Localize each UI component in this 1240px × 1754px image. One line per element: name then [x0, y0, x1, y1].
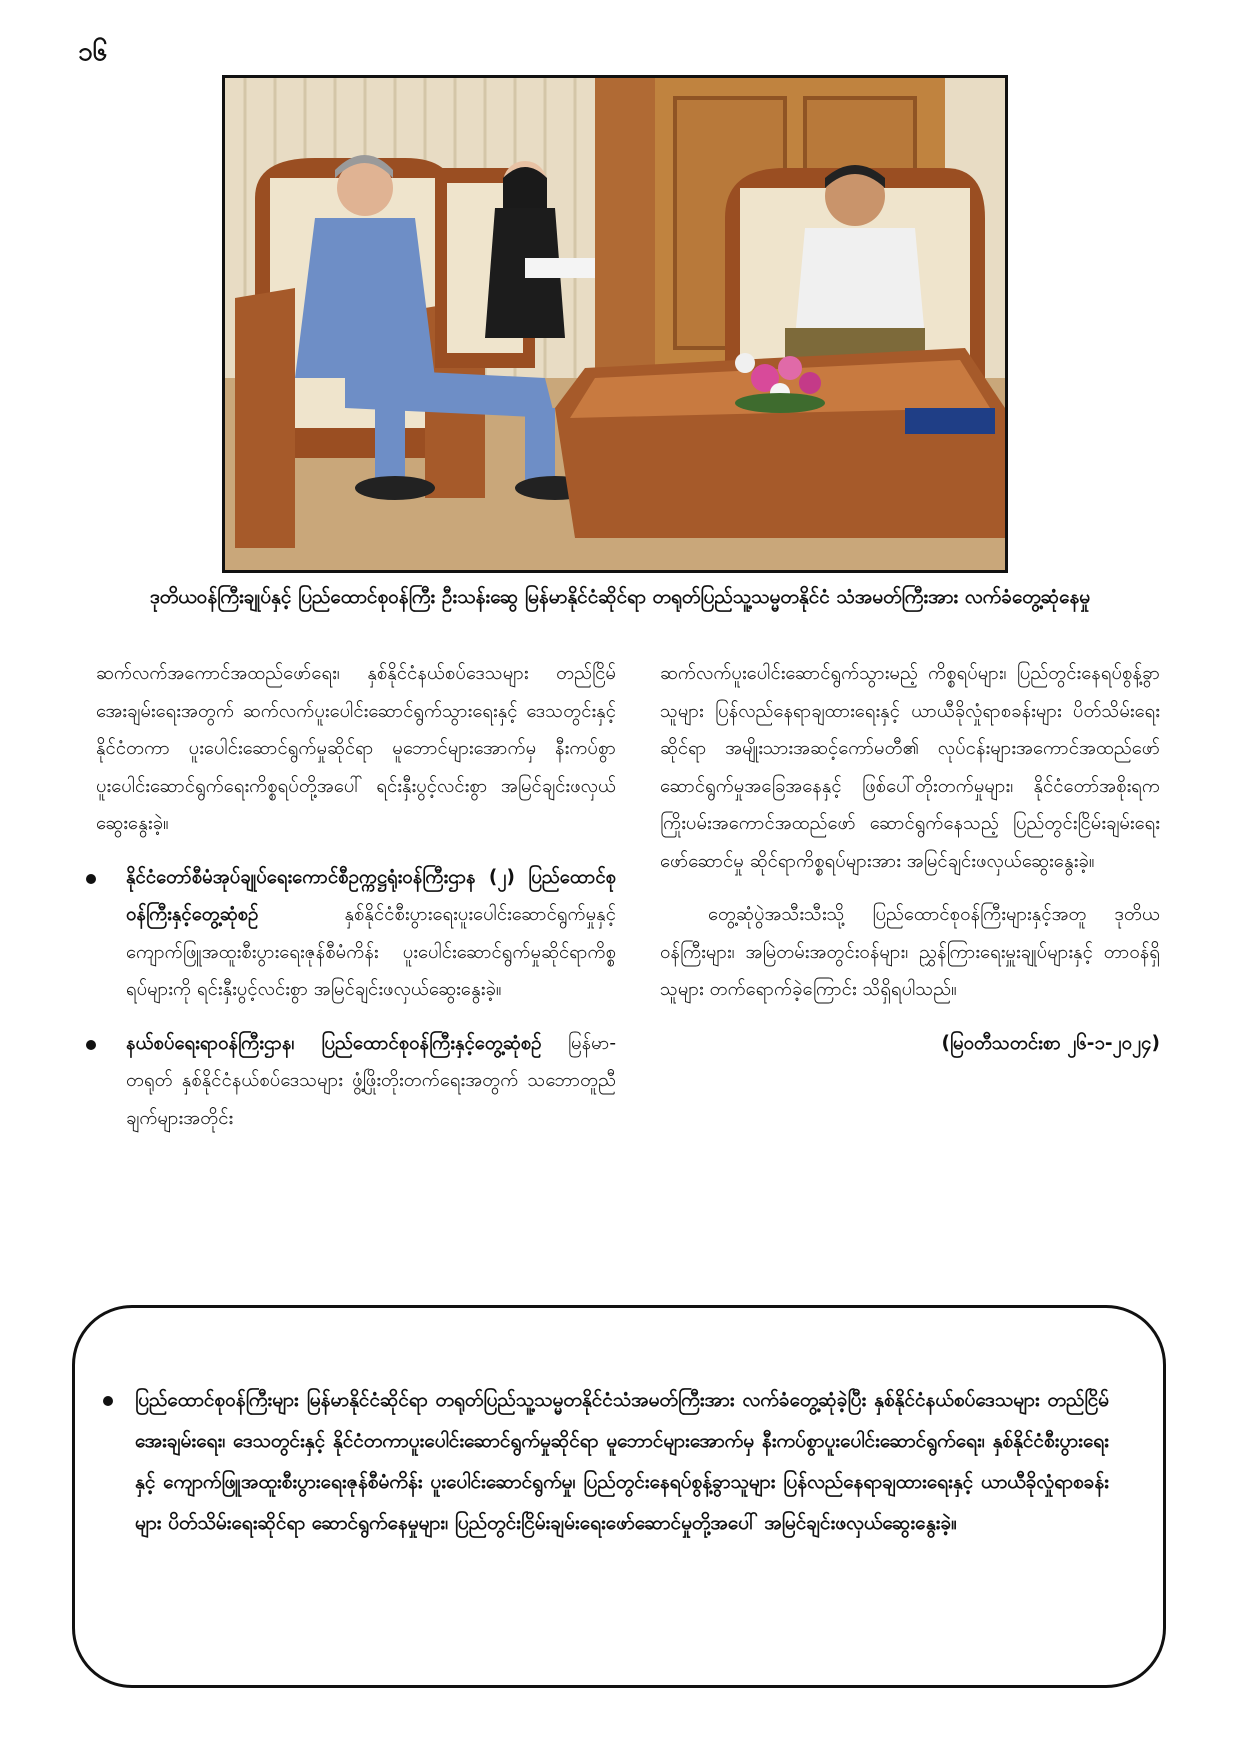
bullet-icon	[86, 1040, 96, 1050]
left-column	[96, 655, 616, 1153]
right-column	[660, 655, 1160, 1062]
bullet-body: နှစ်နိုင်ငံစီးပွားရေးပူးပေါင်းဆောင်ရွက်မှုနှင့် ကျောက်ဖြူအထူးစီးပွားရေးဇုန်စီမံကိန်း ပူးပေါင်းဆောင်ရွက်မှုဆိုင်ရာကိစ္စရပ်များကို ရင်းနှီးပွင့်လင်းစွာ အမြင်ချင်းဖလှယ်ဆွေးနွေးခဲ့။	[126, 904, 616, 1000]
news-source: (မြဝတီသတင်းစာ ၂၆-၁-၂၀၂၄)	[941, 1032, 1160, 1054]
left-paragraph: ဆက်လက်အကောင်အထည်ဖော်ရေး၊ နှစ်နိုင်ငံနယ်စပ်ဒေသများ တည်ငြိမ်အေးချမ်းရေးအတွက် ဆက်လက်ပူးပေါင်းဆောင်ရွက်သွားရေးနှင့် ဒေသတွင်းနှင့် နိုင်ငံတကာ ပူးပေါင်းဆောင်ရွက်မှုဆိုင်ရာ မူဘောင်များအောက်မှ နီးကပ်စွာ ပူးပေါင်းဆောင်ရွက်ရေးကိစ္စရပ်တို့အပေါ် ရင်းနှီးပွင့်လင်းစွာ အမြင်ချင်းဖလှယ်ဆွေးနွေးခဲ့။	[96, 663, 616, 834]
bullet-heading: နယ်စပ်ရေးရာဝန်ကြီးဌာန၊ ပြည်ထောင်စုဝန်ကြီးနှင့်တွေ့ဆုံစဉ်	[126, 1032, 542, 1054]
photo-caption: ဒုတိယဝန်ကြီးချုပ်နှင့် ပြည်ထောင်စုဝန်ကြီး ဦးသန်းဆွေ မြန်မာနိုင်ငံဆိုင်ရာ တရုတ်ပြည်သူ့သမ္မတနိုင်ငံ သံအမတ်ကြီးအား လက်ခံတွေ့ဆုံနေမှု	[149, 586, 1091, 608]
attendees-paragraph: တွေ့ဆုံပွဲအသီးသီးသို့ ပြည်ထောင်စုဝန်ကြီးများနှင့်အတူ ဒုတိယဝန်ကြီးများ၊ အမြဲတမ်းအတွင်းဝန်များ၊ ညွှန်ကြားရေးမှူးချုပ်များနှင့် တာဝန်ရှိသူများ တက်ရောက်ခဲ့ကြောင်း သိရှိရပါသည်။	[660, 904, 1160, 1000]
summary-item	[135, 1380, 1109, 1544]
summary-text: ပြည်ထောင်စုဝန်ကြီးများ မြန်မာနိုင်ငံဆိုင်ရာ တရုတ်ပြည်သူ့သမ္မတနိုင်ငံသံအမတ်ကြီးအား လက်ခံတွေ့ဆုံခဲ့ပြီး နှစ်နိုင်ငံနယ်စပ်ဒေသများ တည်ငြိမ်အေးချမ်းရေး၊ ဒေသတွင်းနှင့် နိုင်ငံတကာပူးပေါင်းဆောင်ရွက်မှုဆိုင်ရာ မူဘောင်များအောက်မှ နီးကပ်စွာပူးပေါင်းဆောင်ရွက်ရေး၊ နှစ်နိုင်ငံစီးပွားရေးနှင့် ကျောက်ဖြူအထူးစီးပွားရေးဇုန်စီမံကိန်း ပူးပေါင်းဆောင်ရွက်မှု၊ ပြည်တွင်းနေရပ်စွန့်ခွာသူများ ပြန်လည်နေရာချထားရေးနှင့် ယာယီခိုလှုံရာစခန်းများ ပိတ်သိမ်းရေးဆိုင်ရာ ဆောင်ရွက်နေမှုများ၊ ပြည်တွင်းငြိမ်းချမ်းရေးဖော်ဆောင်မှုတို့အပေါ် အမြင်ချင်းဖလှယ်ဆွေးနွေးခဲ့။	[135, 1389, 1109, 1534]
bullet-item-border-affairs	[96, 1025, 616, 1138]
bullet-heading: နိုင်ငံတော်စီမံအုပ်ချုပ်ရေးကောင်စီဥက္ကဋ္ဌရုံးဝန်ကြီးဌာန (၂) ပြည်ထောင်စုဝန်ကြီးနှင့်တွေ့ဆုံစဉ်	[126, 866, 616, 925]
meeting-photo	[222, 75, 1008, 573]
right-paragraph: ဆက်လက်ပူးပေါင်းဆောင်ရွက်သွားမည့် ကိစ္စရပ်များ၊ ပြည်တွင်းနေရပ်စွန့်ခွာသူများ ပြန်လည်နေရာချထားရေးနှင့် ယာယီခိုလှုံရာစခန်းများ ပိတ်သိမ်းရေးဆိုင်ရာ အမျိုးသားအဆင့်ကော်မတီ၏ လုပ်ငန်းများအကောင်အထည်ဖော် ဆောင်ရွက်မှုအခြေအနေနှင့် ဖြစ်ပေါ်တိုးတက်မှုများ၊ နိုင်ငံတော်အစိုးရက ကြိုးပမ်းအကောင်အထည်ဖော် ဆောင်ရွက်နေသည့် ပြည်တွင်းငြိမ်းချမ်းရေးဖော်ဆောင်မှု ဆိုင်ရာကိစ္စရပ်များအား အမြင်ချင်းဖလှယ်ဆွေးနွေးခဲ့။	[660, 663, 1160, 872]
summary-box	[72, 1305, 1166, 1688]
bullet-icon	[86, 874, 96, 884]
bullet-icon	[103, 1396, 113, 1406]
bullet-item-ministry-office	[96, 859, 616, 1009]
page-number: ၁၆	[78, 37, 108, 67]
bullet-body: မြန်မာ- တရုတ် နှစ်နိုင်ငံနယ်စပ်ဒေသများ ဖွံ့ဖြိုးတိုးတက်ရေးအတွက် သဘောတူညီချက်များအတိုင်း	[126, 1032, 616, 1129]
